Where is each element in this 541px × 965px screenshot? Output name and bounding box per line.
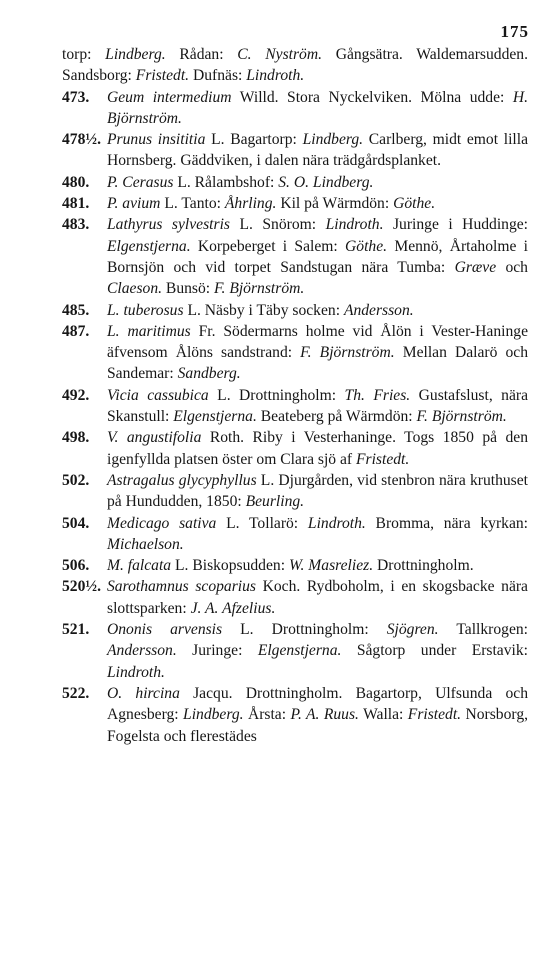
species-entry — [62, 470, 528, 513]
species-entry — [62, 193, 528, 214]
entry-number: 492. — [62, 386, 90, 404]
species-entry — [62, 87, 528, 130]
entry-text: torp: Lindberg. Rådan: C. Nyström. Gångsätra. Waldemarsudden. Sandsborg: Fristedt. Dufnäs: Lindroth. — [62, 46, 528, 85]
species-entry — [62, 619, 528, 683]
species-entry — [62, 683, 528, 747]
page-number: 175 — [500, 22, 529, 41]
entry-text: O. hircina Jacqu. Drottningholm. Bagartorp, Ulfsunda och Agnesberg: Lindberg. Årsta: P. A. Ruus. Walla: Fristedt. Norsborg, Fogelsta och flerestädes — [107, 684, 529, 745]
entry-text: P. avium L. Tanto: Åhrling. Kil på Wärmdön: Göthe. — [107, 195, 436, 213]
body-text — [62, 44, 528, 747]
entry-number: 483. — [62, 216, 90, 234]
species-entry — [62, 576, 528, 619]
species-entry — [62, 214, 528, 299]
species-entry — [62, 513, 528, 556]
entry-number: 520½. — [62, 578, 101, 596]
entry-number: 522. — [62, 684, 90, 702]
species-entry — [62, 172, 528, 193]
entry-number: 504. — [62, 514, 90, 532]
entry-text: Geum intermedium Willd. Stora Nyckelviken. Mölna udde: H. Björnström. — [107, 88, 528, 127]
entry-text: Astragalus glycyphyllus L. Djurgården, vid stenbron nära kruthuset på Hundudden, 1850: Beurling. — [107, 471, 528, 511]
entry-text: L. maritimus Fr. Södermarns holme vid Ålön i Vester-Haninge äfvensom Ålöns sandstrand: F. Björnström. Mellan Dalarö och Sandemar: Sandberg. — [107, 322, 528, 383]
entry-number: 521. — [62, 621, 90, 639]
species-entry — [62, 427, 528, 470]
entry-text: Medicago sativa L. Tollarö: Lindroth. Bromma, nära kyrkan: Michaelson. — [107, 514, 528, 553]
entry-number: 478½. — [62, 131, 101, 149]
species-entry — [62, 300, 528, 321]
entry-text: M. falcata L. Biskopsudden: W. Masreliez. Drottningholm. — [107, 557, 474, 575]
entry-text: Prunus insititia L. Bagartorp: Lindberg. Carlberg, midt emot lilla Hornsberg. Gäddviken, i dalen nära trädgårdsplanket. — [107, 131, 528, 170]
entry-number: 481. — [62, 195, 90, 213]
entry-number: 485. — [62, 301, 90, 319]
entry-text: Sarothamnus scoparius Koch. Rydboholm, i en skogsbacke nära slottsparken: J. A. Afzelius. — [107, 578, 528, 617]
species-entry — [62, 321, 528, 385]
entry-number: 498. — [62, 429, 90, 447]
continued-paragraph — [62, 44, 528, 87]
entry-text: Vicia cassubica L. Drottningholm: Th. Fries. Gustafslust, nära Skanstull: Elgenstjerna. Beateberg på Wärmdön: F. Björnström. — [107, 386, 528, 426]
entry-text: L. tuberosus L. Näsby i Täby socken: Andersson. — [107, 301, 414, 319]
entry-text: Ononis arvensis L. Drottningholm: Sjögren. Tallkrogen: Andersson. Juringe: Elgenstjerna. Sågtorp under Erstavik: Lindroth. — [107, 621, 528, 681]
species-entry — [62, 555, 528, 576]
species-entry — [62, 129, 528, 172]
species-entry — [62, 385, 528, 428]
entry-number: 487. — [62, 322, 90, 340]
entry-number: 480. — [62, 173, 90, 191]
entry-text: V. angustifolia Roth. Riby i Vesterhaninge. Togs 1850 på den igenfyllda platsen öster om Clara sjö af Fristedt. — [107, 429, 528, 468]
entry-text: P. Cerasus L. Rålambshof: S. O. Lindberg. — [107, 173, 374, 191]
entry-number: 502. — [62, 471, 90, 489]
entry-number: 506. — [62, 557, 90, 575]
entry-number: 473. — [62, 88, 90, 106]
entry-text: Lathyrus sylvestris L. Snörom: Lindroth. Juringe i Huddinge: Elgenstjerna. Korpeberget i Salem: Göthe. Mennö, Årtaholme i Bornsjön och vid torpet Sandstugan nära Tumba: Græve och Claeson. Bunsö: F. Björnström. — [107, 216, 529, 298]
